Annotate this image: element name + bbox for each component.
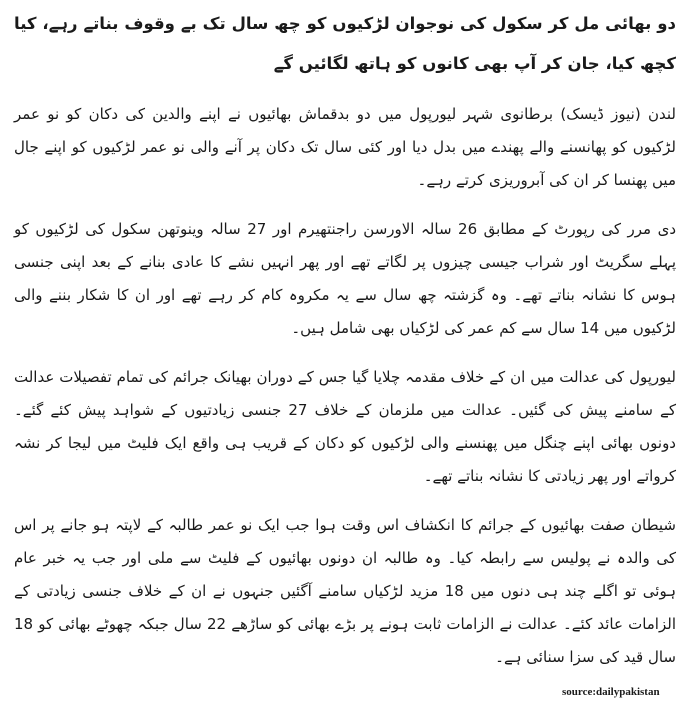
article-paragraph: دی مرر کی رپورٹ کے مطابق 26 سالہ الاورسن راجنتھیرم اور 27 سالہ وینوتھن سکول کی لڑکیوں کو پہلے سگریٹ اور شراب جیسی چیزوں پر لگاتے تھے اور پھر انہیں نشے کا عادی بنانے کے بعد اپنی جنسی ہوس کا نشانہ بناتے تھے۔ وہ گزشتہ چھ سال سے یہ مکروہ کام کر رہے تھے اور ان کا شکار بننے والی لڑکیوں میں 14 سال سے کم عمر کی لڑکیاں بھی شامل ہیں۔	[14, 220, 676, 337]
article-paragraph: لندن (نیوز ڈیسک) برطانوی شہر لیورپول میں دو بدقماش بھائیوں نے اپنے والدین کی دکان کو نو عمر لڑکیوں کو پھانسنے والے پھندے میں بدل دیا اور کئی سال تک دکان پر آنے والی نو عمر لڑکیوں کو اپنے جال میں پھنسا کر ان کی آبروریزی کرتے رہے۔	[14, 105, 676, 189]
article-paragraph: شیطان صفت بھائیوں کے جرائم کا انکشاف اس وقت ہوا جب ایک نو عمر طالبہ کے لاپتہ ہو جانے پر اس کی والدہ نے پولیس سے رابطہ کیا۔ وہ طالبہ ان دونوں بھائیوں کے فلیٹ سے ملی اور جب یہ خبر عام ہوئی تو اگلے چند ہی دنوں میں 18 مزید لڑکیاں سامنے آگئیں جنہوں نے ان کے خلاف جنسی زیادتی کے الزامات عائد کئے۔ عدالت نے الزامات ثابت ہونے پر بڑے بھائی کو ساڑھے 22 سال جبکہ چھوٹے بھائی کو 18 سال قید کی سزا سنائی ہے۔	[14, 516, 676, 666]
source-credit: source:dailypakistan	[562, 686, 660, 698]
article	[14, 4, 676, 690]
article-headline: دو بھائی مل کر سکول کی نوجوان لڑکیوں کو چھ سال تک بے وقوف بناتے رہے، کیا کچھ کیا، جان کر آپ بھی کانوں کو ہاتھ لگائیں گے	[14, 14, 676, 73]
article-paragraph: لیورپول کی عدالت میں ان کے خلاف مقدمہ چلایا گیا جس کے دوران بھیانک جرائم کی تمام تفصیلات عدالت کے سامنے پیش کی گئیں۔ عدالت میں ملزمان کے خلاف 27 جنسی زیادتیوں کے شواہد پیش کئے گئے۔ دونوں بھائی اپنے چنگل میں پھنسنے والی لڑکیوں کو دکان کے قریب ہی واقع ایک فلیٹ میں لیجا کر نشہ کرواتے اور پھر زیادتی کا نشانہ بناتے تھے۔	[14, 368, 676, 485]
